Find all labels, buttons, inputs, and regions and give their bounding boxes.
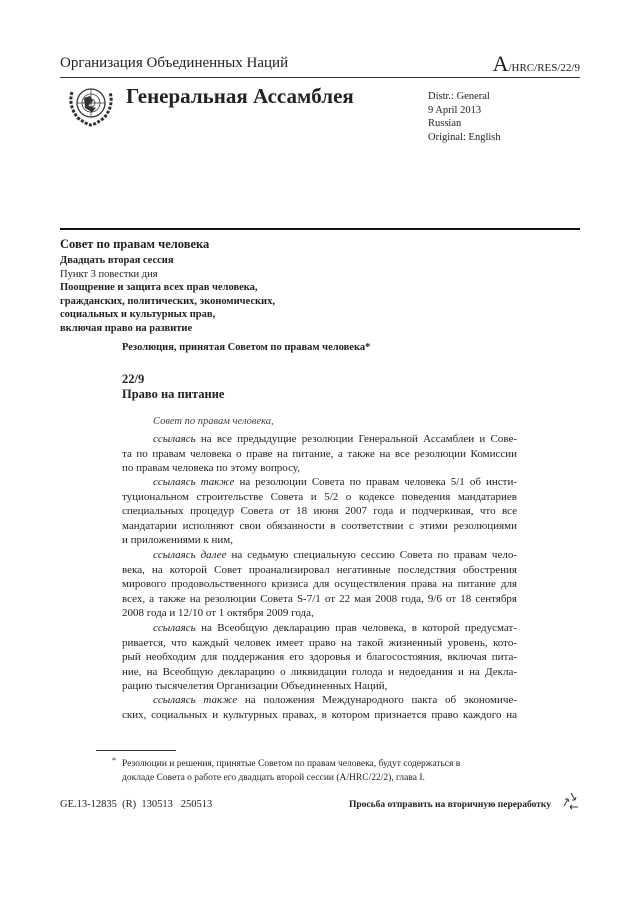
paragraph-line [122, 577, 517, 592]
document-symbol [493, 51, 580, 77]
paragraph-line [122, 432, 517, 447]
line-text: специальных процедур Совета от 18 июня 2007 года и подчеркивая, что все [122, 505, 517, 518]
job-code: GE.13-12835 (R) 130513 250513 [60, 799, 213, 810]
line-text: 2008 года и 12/10 от 1 октября 2009 года, [122, 607, 314, 620]
line-text: на положения Международного пакта об экономиче- [244, 694, 517, 706]
paragraph-line [122, 533, 517, 548]
line-text: и приложениями к ним, [122, 534, 233, 547]
opening-line: Совет по правам человека, [153, 416, 274, 427]
agenda-line: включая право на развитие [60, 322, 193, 334]
header-bottom-rule [60, 228, 580, 230]
council-heading: Совет по правам человека [60, 237, 210, 251]
paragraph-line [122, 490, 517, 505]
language-line: Russian [428, 118, 462, 129]
line-text: туциональном строительстве Совета и 5/2 о кодексе поведения мандатариев [122, 490, 517, 503]
paragraph-lead: ссылаясь [153, 433, 196, 445]
preamble-paragraph [122, 475, 517, 548]
agenda-line: Поощрение и защита всех прав человека, [60, 282, 258, 293]
paragraph-line [122, 447, 517, 462]
org-name: Организация Объединенных Наций [60, 55, 289, 71]
paragraph-lead: ссылаясь также [153, 694, 238, 706]
paragraph-line [122, 461, 517, 476]
paragraph-line [122, 475, 517, 490]
preamble-paragraph [122, 548, 517, 621]
line-text: мандатарии исполняют свои обязанности в соответствии с этими резолюциями [122, 519, 517, 532]
symbol-rest: /HRC/RES/22/9 [508, 62, 580, 74]
paragraph-line [122, 592, 517, 607]
footnote-mark: * [112, 756, 116, 765]
footnote-line: Резолюции и решения, принятые Советом по правам человека, будут содержаться в [122, 759, 461, 769]
paragraph-line [122, 563, 517, 578]
original-line: Original: English [428, 131, 501, 143]
line-text: по правам человека по этому вопросу, [122, 462, 300, 475]
line-text: та по правам человека о праве на питание, а также на все резолюции Комиссии [122, 447, 517, 460]
line-text: века, на которой Совет проанализировал негативные последствия обострения [122, 563, 517, 576]
footnote-rule [96, 750, 176, 751]
line-text: рацию тысячелетия Организации Объединенных Наций, [122, 680, 388, 693]
paragraph-line [122, 679, 517, 694]
paragraph-line [122, 606, 517, 621]
adopted-by: Резолюция, принятая Советом по правам человека* [122, 342, 371, 353]
paragraph-line [122, 504, 517, 519]
session-info [60, 254, 275, 335]
line-text: на все предыдущие резолюции Генеральной Ассамблеи и Сове- [200, 433, 517, 445]
footnote-text [122, 757, 460, 785]
agenda-item: Пункт 3 повестки дня [60, 268, 158, 280]
line-text: мирового продовольственного кризиса для осуществления права на питание для [122, 578, 517, 591]
paragraph-line [122, 650, 517, 665]
agenda-line: гражданских, политических, экономических, [60, 295, 275, 307]
distr-line: Distr.: General [428, 91, 490, 102]
paragraph-lead: ссылаясь далее [153, 549, 227, 561]
paragraph-line [122, 665, 517, 680]
paragraph-line [122, 636, 517, 651]
line-text: ских, социальных и культурных правах, в котором признается право каждого на [122, 708, 517, 721]
line-text: на резолюции Совета по правам человека 5/1 об инсти- [239, 476, 517, 488]
resolution-title: Право на питание [122, 387, 225, 401]
paragraph-line [122, 548, 517, 563]
symbol-letter: A [492, 51, 509, 76]
line-text: всех, а также на резолюции Совета S-7/1 от 22 мая 2008 года, 9/6 от 18 сентября [122, 592, 517, 605]
date-line: 9 April 2013 [428, 104, 482, 116]
paragraph-line [122, 693, 517, 708]
paragraph-lead: ссылаясь также [153, 476, 235, 488]
un-emblem-icon [66, 84, 116, 128]
line-text: рый необходим для поддержания его здоровья и благосостояния, включая пита- [122, 651, 517, 664]
preamble-paragraph [122, 432, 517, 476]
paragraph-lead: ссылаясь [153, 622, 196, 634]
line-text: ние, на Всеобщую декларацию о ликвидации голода и недоедания и на Декла- [122, 665, 517, 678]
session: Двадцать вторая сессия [60, 255, 174, 266]
footnote-line: докладе Совета о работе его двадцать второй сессии (A/HRC/22/2), глава I. [122, 773, 425, 783]
line-text: на Всеобщую декларацию прав человека, в которой предусмат- [201, 622, 517, 634]
assembly-title: Генеральная Ассамблея [126, 84, 354, 108]
preamble-paragraph [122, 621, 517, 694]
recycle-note: Просьба отправить на вторичную переработку [349, 800, 551, 810]
recycle-icon [560, 790, 582, 812]
paragraph-line [122, 708, 517, 723]
line-text: на седьмую специальную сессию Совета по правам чело- [231, 549, 517, 561]
paragraph-line [122, 621, 517, 636]
agenda-line: социальных и культурных прав, [60, 309, 216, 320]
top-rule [60, 77, 580, 78]
paragraph-line [122, 519, 517, 534]
line-text: ривается, что каждый человек имеет право на такой жизненный уровень, кото- [122, 636, 517, 649]
resolution-number: 22/9 [122, 372, 145, 386]
distribution-info [428, 90, 501, 144]
preamble-paragraph [122, 693, 517, 722]
